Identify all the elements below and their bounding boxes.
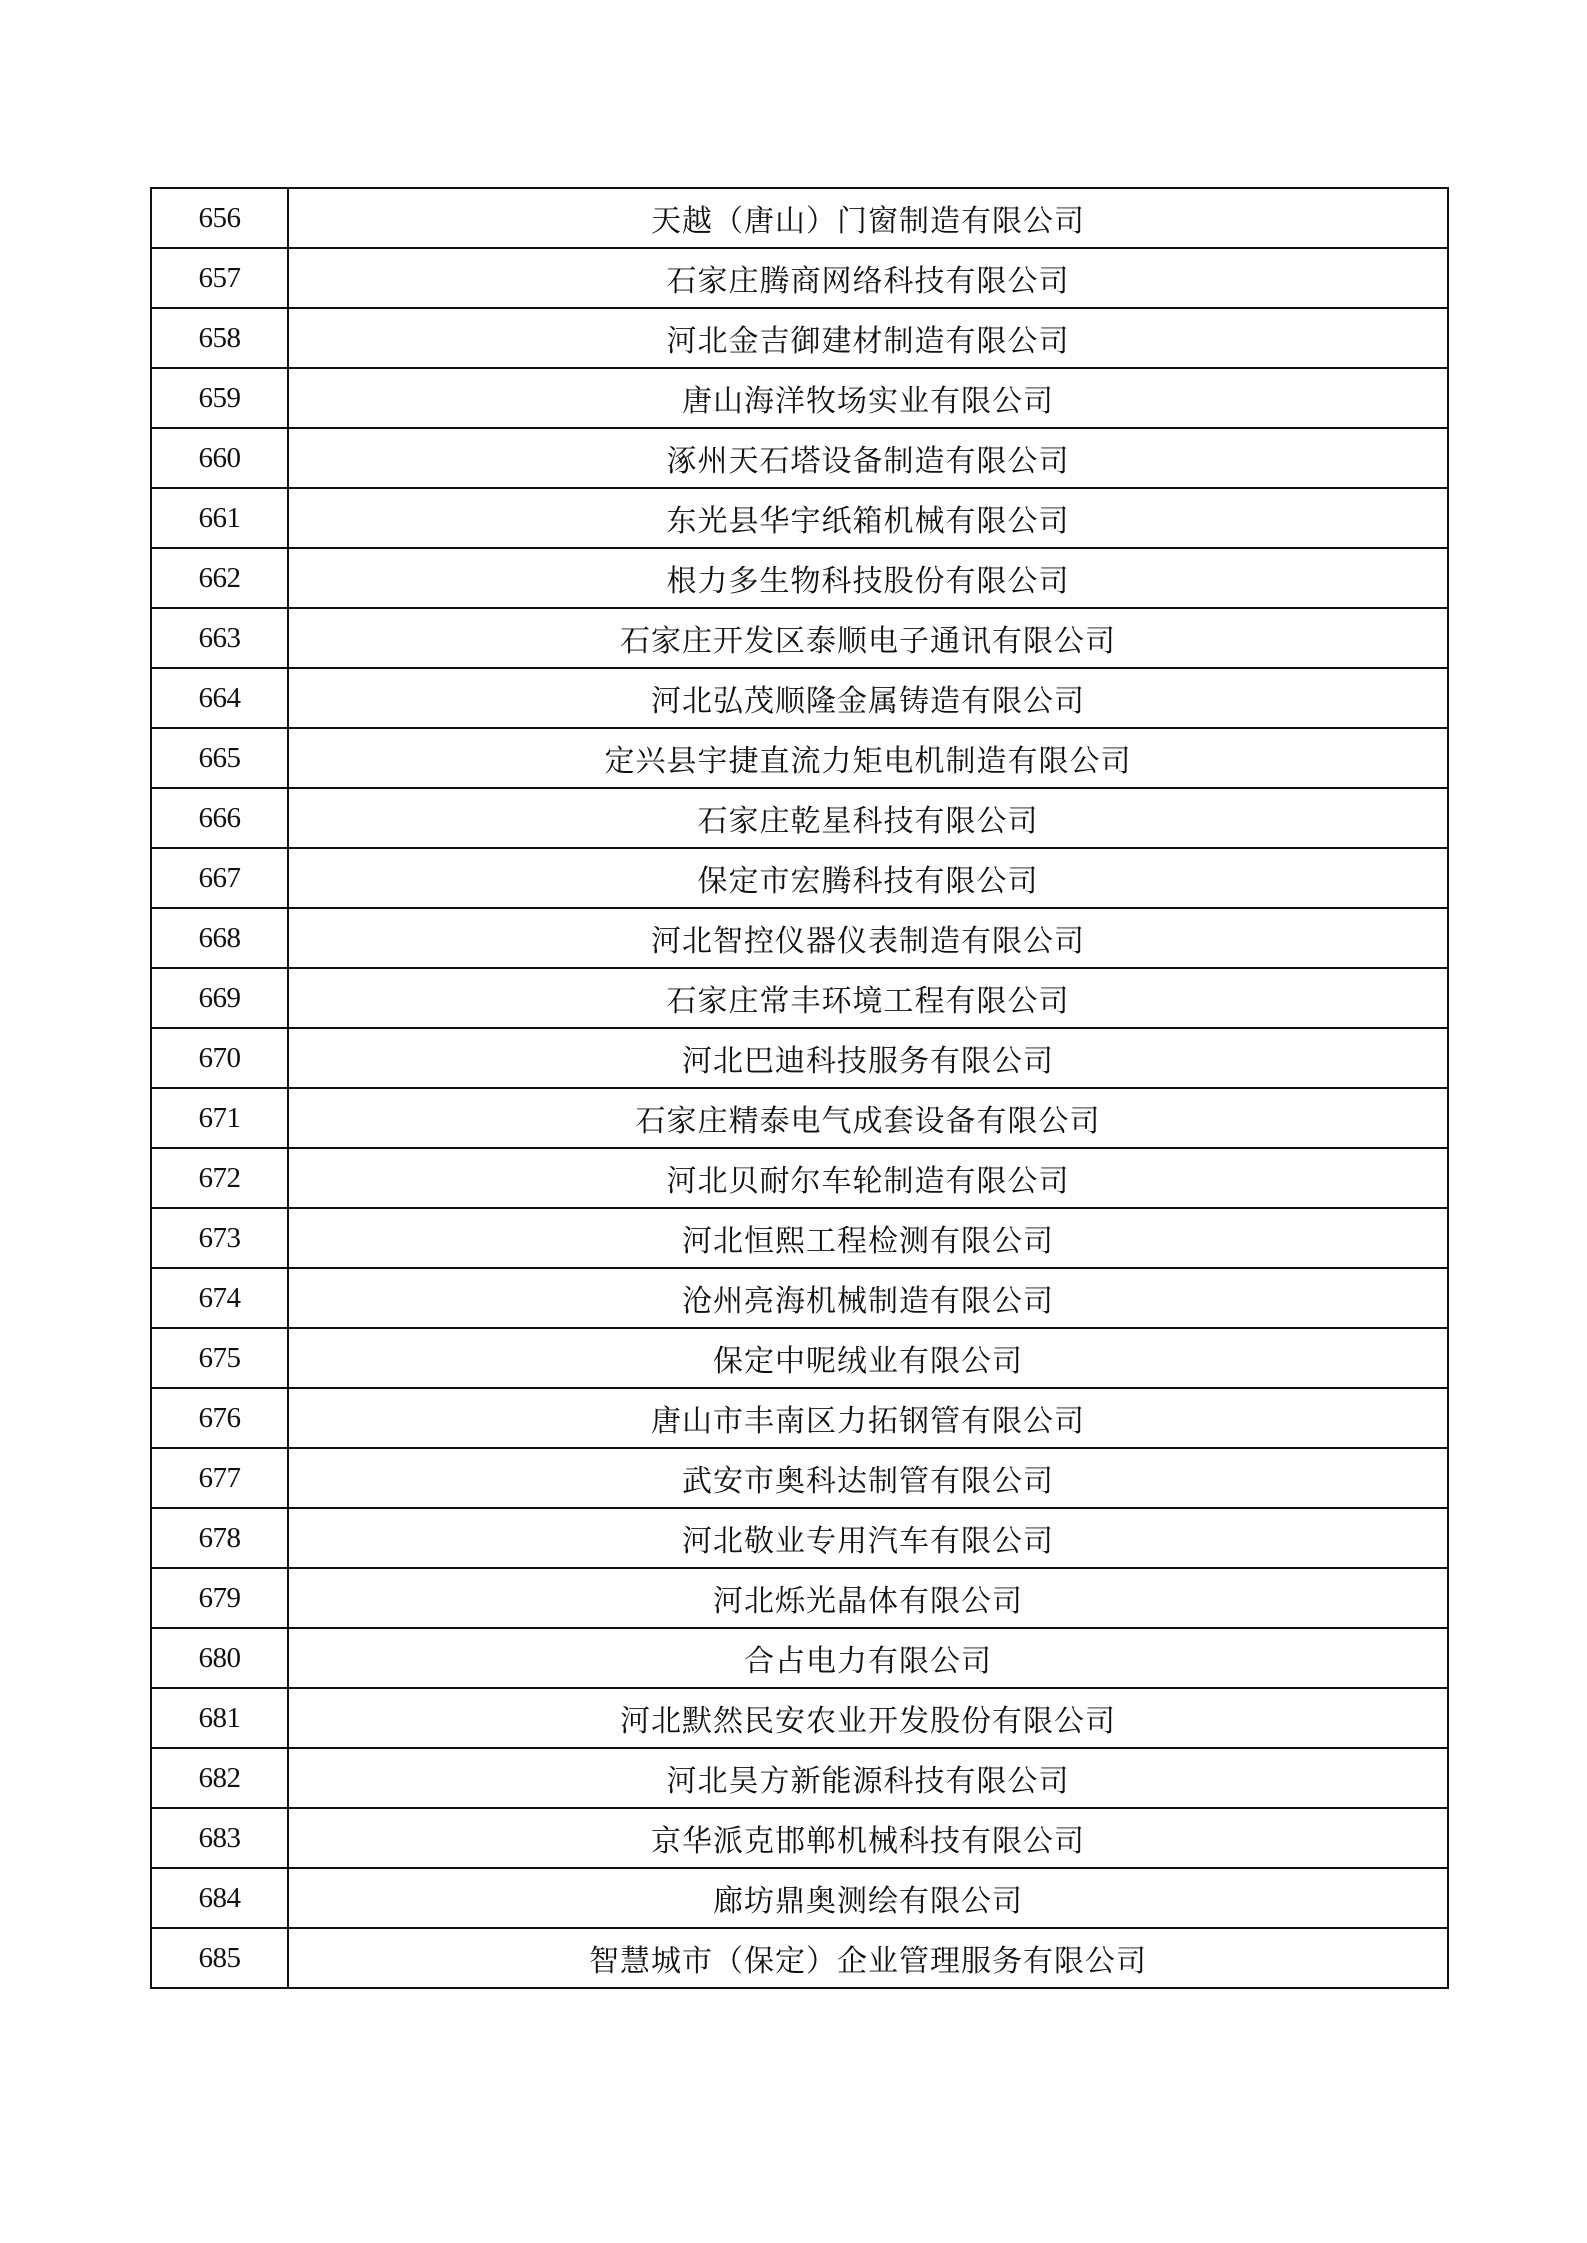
table-row xyxy=(151,1268,1448,1328)
table-row xyxy=(151,488,1448,548)
company-name: 唐山市丰南区力拓钢管有限公司 xyxy=(288,1388,1448,1448)
table-row xyxy=(151,1628,1448,1688)
table-row xyxy=(151,1028,1448,1088)
row-number: 670 xyxy=(151,1028,288,1088)
row-number: 672 xyxy=(151,1148,288,1208)
row-number: 680 xyxy=(151,1628,288,1688)
table-row xyxy=(151,1448,1448,1508)
table-row xyxy=(151,788,1448,848)
table-row xyxy=(151,1748,1448,1808)
company-name: 合占电力有限公司 xyxy=(288,1628,1448,1688)
row-number: 658 xyxy=(151,308,288,368)
company-name: 武安市奥科达制管有限公司 xyxy=(288,1448,1448,1508)
company-name: 河北敬业专用汽车有限公司 xyxy=(288,1508,1448,1568)
row-number: 669 xyxy=(151,968,288,1028)
company-name: 河北默然民安农业开发股份有限公司 xyxy=(288,1688,1448,1748)
table-row xyxy=(151,188,1448,248)
row-number: 674 xyxy=(151,1268,288,1328)
table-row xyxy=(151,428,1448,488)
company-list-body xyxy=(151,188,1448,1988)
company-name: 东光县华宇纸箱机械有限公司 xyxy=(288,488,1448,548)
company-name: 河北昊方新能源科技有限公司 xyxy=(288,1748,1448,1808)
company-name: 河北智控仪器仪表制造有限公司 xyxy=(288,908,1448,968)
company-name: 唐山海洋牧场实业有限公司 xyxy=(288,368,1448,428)
table-row xyxy=(151,248,1448,308)
company-name: 天越（唐山）门窗制造有限公司 xyxy=(288,188,1448,248)
row-number: 667 xyxy=(151,848,288,908)
company-name: 根力多生物科技股份有限公司 xyxy=(288,548,1448,608)
company-name: 河北烁光晶体有限公司 xyxy=(288,1568,1448,1628)
table-row xyxy=(151,1688,1448,1748)
row-number: 668 xyxy=(151,908,288,968)
row-number: 656 xyxy=(151,188,288,248)
company-name: 智慧城市（保定）企业管理服务有限公司 xyxy=(288,1928,1448,1988)
table-row xyxy=(151,908,1448,968)
table-row xyxy=(151,608,1448,668)
row-number: 684 xyxy=(151,1868,288,1928)
company-name: 河北弘茂顺隆金属铸造有限公司 xyxy=(288,668,1448,728)
company-name: 沧州亮海机械制造有限公司 xyxy=(288,1268,1448,1328)
company-name: 石家庄常丰环境工程有限公司 xyxy=(288,968,1448,1028)
row-number: 660 xyxy=(151,428,288,488)
row-number: 685 xyxy=(151,1928,288,1988)
row-number: 666 xyxy=(151,788,288,848)
table-row xyxy=(151,308,1448,368)
row-number: 679 xyxy=(151,1568,288,1628)
table-row xyxy=(151,848,1448,908)
table-row xyxy=(151,1508,1448,1568)
row-number: 678 xyxy=(151,1508,288,1568)
table-row xyxy=(151,668,1448,728)
table-row xyxy=(151,368,1448,428)
company-name: 涿州天石塔设备制造有限公司 xyxy=(288,428,1448,488)
company-name: 河北金吉御建材制造有限公司 xyxy=(288,308,1448,368)
table-row xyxy=(151,1868,1448,1928)
company-name: 保定中呢绒业有限公司 xyxy=(288,1328,1448,1388)
row-number: 661 xyxy=(151,488,288,548)
company-name: 河北恒熙工程检测有限公司 xyxy=(288,1208,1448,1268)
company-name: 保定市宏腾科技有限公司 xyxy=(288,848,1448,908)
row-number: 683 xyxy=(151,1808,288,1868)
table-row xyxy=(151,1928,1448,1988)
row-number: 676 xyxy=(151,1388,288,1448)
table-row xyxy=(151,1388,1448,1448)
company-name: 河北贝耐尔车轮制造有限公司 xyxy=(288,1148,1448,1208)
table-row xyxy=(151,1088,1448,1148)
table-row xyxy=(151,1148,1448,1208)
company-name: 河北巴迪科技服务有限公司 xyxy=(288,1028,1448,1088)
table-row xyxy=(151,1328,1448,1388)
row-number: 657 xyxy=(151,248,288,308)
row-number: 662 xyxy=(151,548,288,608)
company-name: 石家庄开发区泰顺电子通讯有限公司 xyxy=(288,608,1448,668)
row-number: 664 xyxy=(151,668,288,728)
company-name: 石家庄精泰电气成套设备有限公司 xyxy=(288,1088,1448,1148)
row-number: 675 xyxy=(151,1328,288,1388)
company-name: 廊坊鼎奥测绘有限公司 xyxy=(288,1868,1448,1928)
row-number: 673 xyxy=(151,1208,288,1268)
company-name: 京华派克邯郸机械科技有限公司 xyxy=(288,1808,1448,1868)
row-number: 681 xyxy=(151,1688,288,1748)
company-name: 石家庄乾星科技有限公司 xyxy=(288,788,1448,848)
row-number: 677 xyxy=(151,1448,288,1508)
row-number: 659 xyxy=(151,368,288,428)
row-number: 663 xyxy=(151,608,288,668)
table-row xyxy=(151,1568,1448,1628)
table-row xyxy=(151,1208,1448,1268)
company-list-table xyxy=(150,187,1449,1989)
row-number: 665 xyxy=(151,728,288,788)
row-number: 671 xyxy=(151,1088,288,1148)
company-name: 石家庄腾商网络科技有限公司 xyxy=(288,248,1448,308)
table-row xyxy=(151,1808,1448,1868)
row-number: 682 xyxy=(151,1748,288,1808)
company-name: 定兴县宇捷直流力矩电机制造有限公司 xyxy=(288,728,1448,788)
table-row xyxy=(151,968,1448,1028)
table-row xyxy=(151,728,1448,788)
table-row xyxy=(151,548,1448,608)
